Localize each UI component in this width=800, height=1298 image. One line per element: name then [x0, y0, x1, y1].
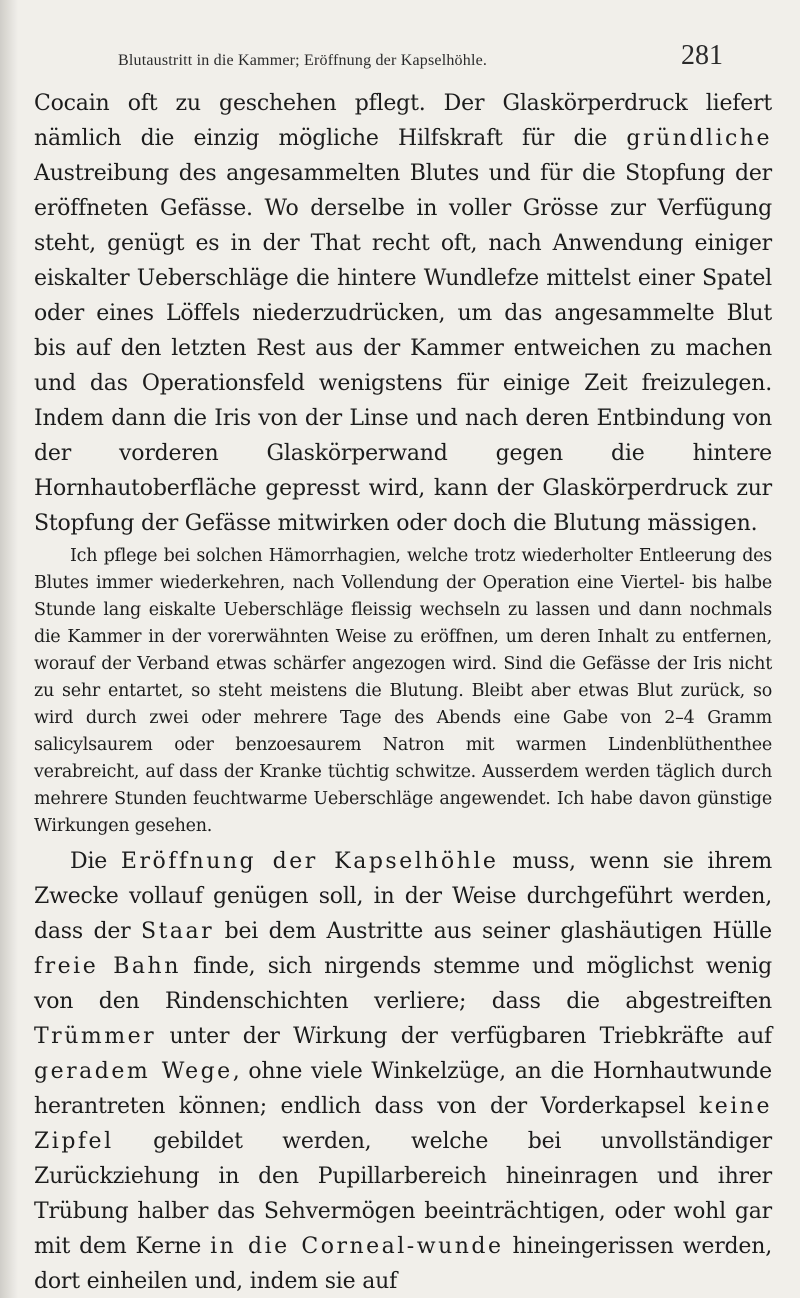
paragraph-3-part: , ohne viele Winkelzüge, an die Hornhautwunde herantreten können; endlich dass von der Vorderkapsel — [34, 1059, 772, 1119]
paragraph-3 — [34, 844, 772, 1298]
paragraph-1-text: Cocain oft zu geschehen pflegt. Der Glaskörperdruck liefert nämlich die einzig mögliche Hilfskraft für die — [34, 91, 772, 151]
paragraph-3-part: Die — [70, 849, 121, 874]
emphasis-freie-bahn: freie Bahn — [34, 954, 181, 979]
paragraph-3-part: bei dem Austritte aus seiner glashäutigen Hülle — [214, 919, 772, 944]
emphasis-eroeffnung: Eröffnung der Kapselhöhle — [120, 849, 499, 874]
emphasis-staar: Staar — [140, 919, 215, 944]
paragraph-3-part: gebildet werden, welche bei unvollständiger Zurückziehung in den Pupillarbereich hineinragen und ihrer Trübung halber das Sehvermögen beeinträchtigen, oder wohl gar mit dem Kerne — [34, 1129, 772, 1259]
emphasis-corneal-wunde: in die Corneal-wunde — [210, 1234, 504, 1259]
paragraph-1 — [34, 86, 772, 541]
paragraph-3-part: finde, sich nirgends stemme und möglichst wenig von den Rindenschichten verliere; dass die abgestreiften — [34, 954, 772, 1014]
emphasis-gruendliche: gründliche — [626, 126, 772, 151]
emphasis-keine-zipfel: keine Zipfel — [34, 1094, 772, 1154]
paragraph-3-part: unter der Wirkung der verfügbaren Triebkräfte auf — [156, 1024, 772, 1049]
paragraph-3-part: hineingerissen werden, dort einheilen und, indem sie auf — [34, 1234, 772, 1294]
paragraph-2-small-print: Ich pflege bei solchen Hämorrhagien, welche trotz wiederholter Entleerung des Blutes immer wiederkehren, nach Vollendung der Operation eine Viertel- bis halbe Stunde lang eiskalte Ueberschläge fleissig wechseln zu lassen und dann nochmals die Kammer in der vorerwähnten Weise zu eröffnen, um deren Inhalt zu entfernen, worauf der Verband etwas schärfer angezogen wird. Sind die Gefässe der Iris nicht zu sehr entartet, so steht meistens die Blutung. Bleibt aber etwas Blut zurück, so wird durch zwei oder mehrere Tage des Abends eine Gabe von 2–4 Gramm salicylsaurem oder benzoesaurem Natron mit warmen Lindenblüthenthee verabreicht, auf dass der Kranke tüchtig schwitze. Ausserdem werden täglich durch mehrere Stunden feuchtwarme Ueberschläge angewendet. Ich habe davon günstige Wirkungen gesehen. — [34, 546, 772, 836]
page-gutter-shadow — [0, 0, 18, 1298]
emphasis-geradem-wege: geradem Wege — [34, 1059, 233, 1084]
body-text — [34, 86, 772, 1298]
page-number: 281 — [681, 40, 723, 71]
running-head: Blutaustritt in die Kammer; Eröffnung der Kapselhöhle. — [118, 52, 488, 69]
paragraph-3-part: muss, wenn sie ihrem Zwecke vollauf genügen soll, in der Weise durchgeführt werden, dass der — [34, 849, 773, 944]
emphasis-truemmer: Trümmer — [34, 1024, 157, 1049]
paragraph-1-rest: Austreibung des angesammelten Blutes und für die Stopfung der eröffneten Gefässe. Wo derselbe in voller Grösse zur Verfügung steht, genügt es in der That recht oft, nach Anwendung einiger eiskalter Ueberschläge die hintere Wundlefze mittelst einer Spatel oder eines Löffels niederzudrücken, um das angesammelte Blut bis auf den letzten Rest aus der Kammer entweichen zu machen und das Operationsfeld wenigstens für einige Zeit freizulegen. Indem dann die Iris von der Linse und nach deren Entbindung von der vorderen Glaskörperwand gegen die hintere Hornhautoberfläche gepresst wird, kann der Glaskörperdruck zur Stopfung der Gefässe mitwirken oder doch die Blutung mässigen. — [34, 161, 772, 536]
